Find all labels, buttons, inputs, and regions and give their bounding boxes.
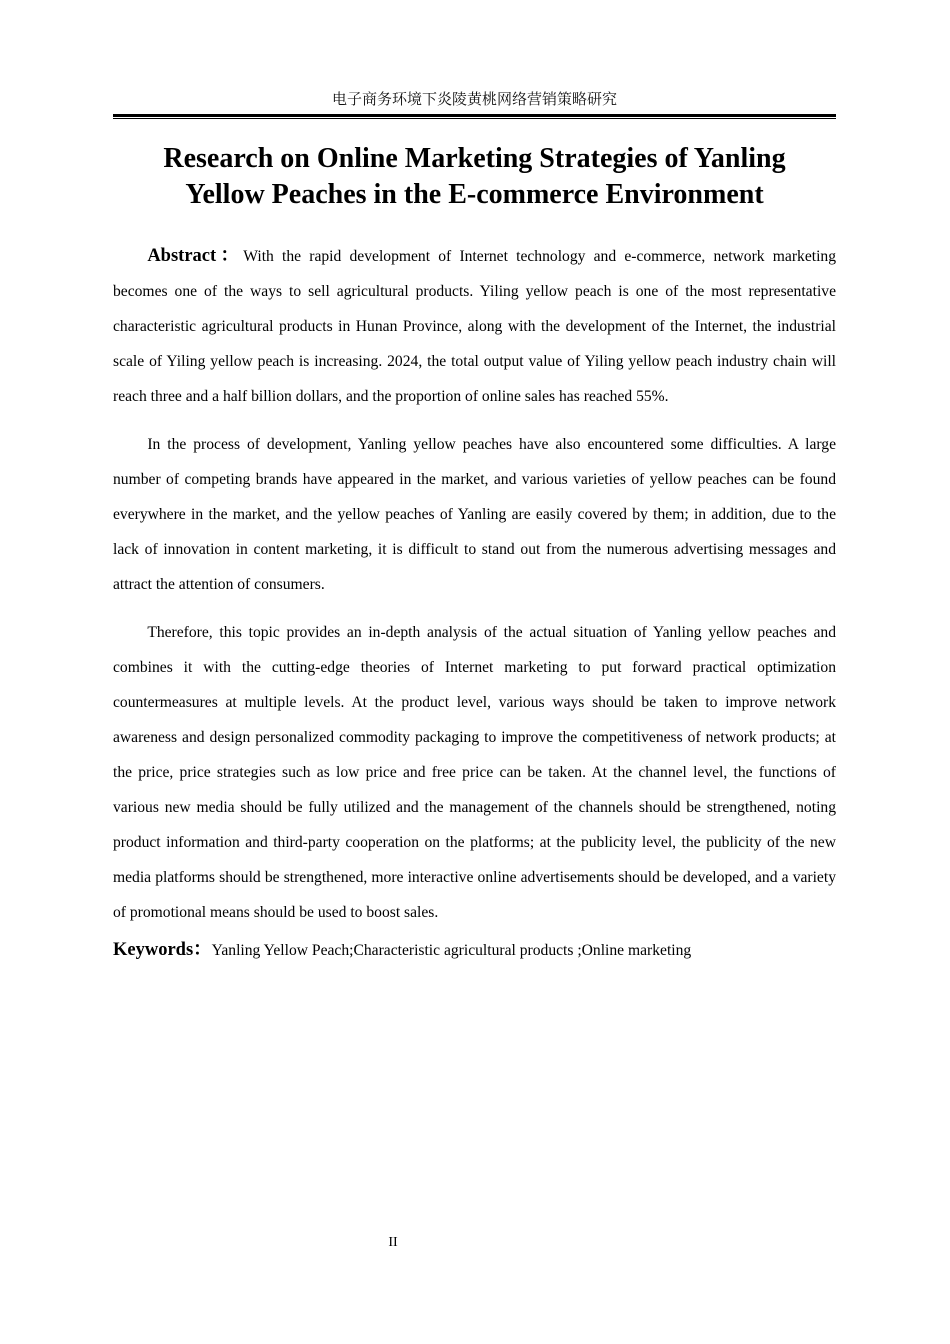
- abstract-section: [113, 239, 836, 969]
- keywords-label: Keywords：: [113, 940, 212, 960]
- abstract-paragraph-3: Therefore, this topic provides an in-depth analysis of the actual situation of Yanling yellow peaches and combines it with the cutting-edge theories of Internet marketing to put forward practical optimization countermeasures at multiple levels. At the product level, various ways should be taken to improve network awareness and design personalized commodity packaging to improve the competitiveness of network products; at the price, price strategies such as low price and free price can be taken. At the channel level, the functions of various new media should be fully utilized and the management of the channels should be strengthened, noting product information and third-party cooperation on the platforms; at the publicity level, the publicity of the new media platforms should be strengthened, more interactive online advertisements should be developed, and a variety of promotional means should be used to boost sales.: [113, 624, 836, 921]
- title-line-2: Yellow Peaches in the E-commerce Environment: [185, 179, 764, 210]
- paper-title: [113, 141, 836, 213]
- running-header: 电子商务环境下炎陵黄桃网络营销策略研究: [331, 90, 617, 108]
- keywords-line: [113, 932, 836, 969]
- header-rule-thick: [113, 114, 836, 117]
- abstract-label: Abstract：: [147, 246, 244, 266]
- keywords-value: Yanling Yellow Peach;Characteristic agricultural products ;Online marketing: [211, 942, 692, 959]
- abstract-paragraph-2: In the process of development, Yanling yellow peaches have also encountered some difficulties. A large number of competing brands have appeared in the market, and various varieties of yellow peaches can be found everywhere in the market, and the yellow peaches of Yanling are easily covered by them; in addition, due to the lack of innovation in content marketing, it is difficult to stand out from the numerous advertising messages and attract the attention of consumers.: [113, 436, 836, 593]
- abstract-paragraph-1-text: With the rapid development of Internet technology and e-commerce, network marketing becomes one of the ways to sell agricultural products. Yiling yellow peach is one of the most representative characteristic agricultural products in Hunan Province, along with the development of the Internet, the industrial scale of Yiling yellow peach is increasing. 2024, the total output value of Yiling yellow peach industry chain will reach three and a half billion dollars, and the proportion of online sales has reached 55%.: [113, 248, 837, 405]
- abstract-paragraph-1: [113, 239, 836, 414]
- title-line-1: Research on Online Marketing Strategies of Yanling: [163, 143, 786, 174]
- header-rule-thin: [113, 118, 836, 119]
- page-number: II: [388, 1235, 398, 1250]
